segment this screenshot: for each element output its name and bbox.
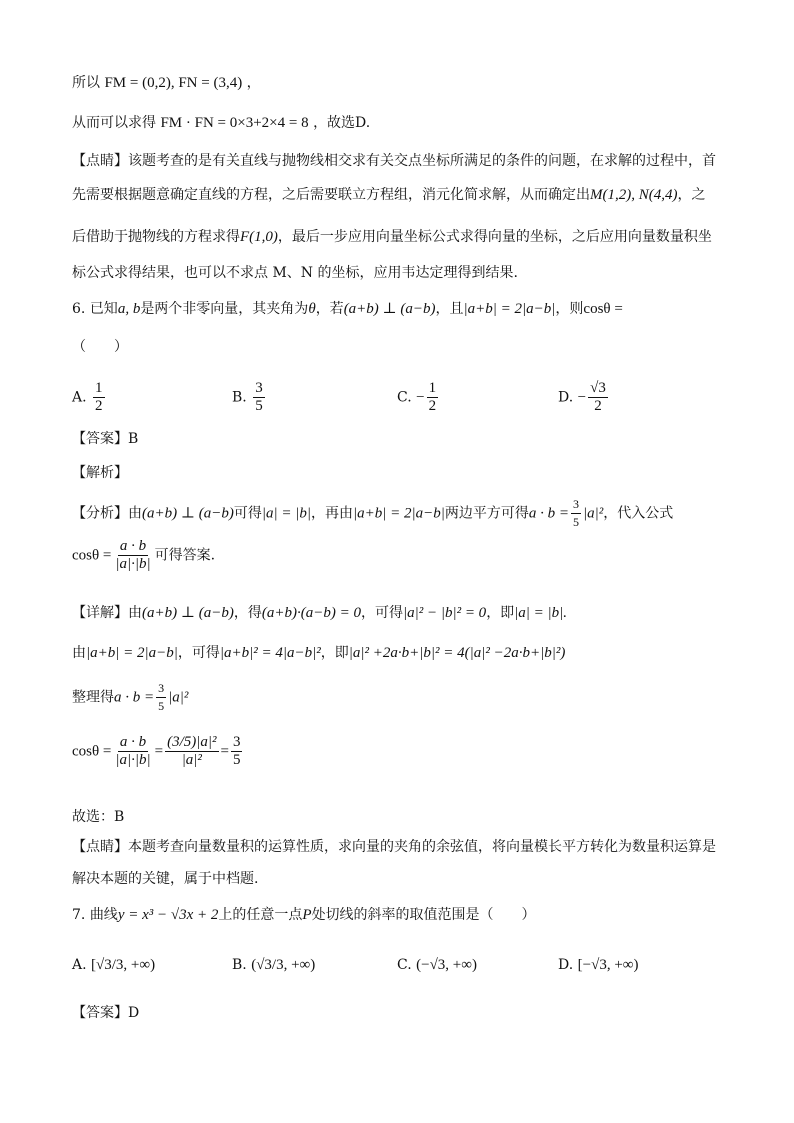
numerator: a · b bbox=[119, 538, 147, 554]
cos-theta: cosθ = bbox=[583, 301, 623, 317]
text: ，再由 bbox=[310, 505, 353, 522]
option-content: [−√3, +∞) bbox=[577, 957, 639, 973]
vector-vars: a, b bbox=[117, 301, 141, 317]
fraction bbox=[253, 380, 265, 415]
text: ，即 bbox=[486, 605, 515, 621]
option-d bbox=[558, 954, 638, 976]
equals: = bbox=[154, 743, 164, 760]
line-vectors bbox=[72, 72, 722, 94]
question-6-paren: （ ） bbox=[72, 339, 128, 355]
comment-line-3 bbox=[72, 226, 722, 248]
comment-line-1: 【点睛】该题考查的是有关直线与抛物线相交求有关交点坐标所满足的条件的问题，在求解的过程中，首 bbox=[72, 153, 716, 169]
comment-line-2 bbox=[72, 184, 722, 206]
final-choice: 故选：B bbox=[72, 809, 125, 825]
equation: |a| = |b|. bbox=[514, 605, 568, 621]
question-number: 7. bbox=[72, 907, 86, 923]
text: 上的任意一点 bbox=[218, 907, 303, 923]
text: 整理得 bbox=[72, 689, 114, 706]
comment-line-4: 标公式求得结果，也可以不求点 M、N 的坐标，应用韦达定理得到结果. bbox=[72, 265, 518, 281]
fenxi-line-2 bbox=[72, 538, 722, 582]
question-6-stem bbox=[72, 298, 722, 320]
points-math: M(1,2), N(4,4) bbox=[590, 187, 678, 203]
minus-sign: − bbox=[416, 389, 425, 406]
fraction bbox=[156, 680, 166, 715]
denominator: |a|² bbox=[181, 752, 202, 768]
option-b bbox=[232, 380, 267, 415]
text: 【分析】由 bbox=[72, 505, 142, 522]
numerator: 3 bbox=[232, 734, 241, 750]
fraction bbox=[588, 380, 608, 415]
equation: |a+b| = 2|a−b| bbox=[86, 645, 178, 661]
option-label: C. bbox=[397, 957, 412, 973]
fraction bbox=[93, 380, 105, 415]
cos-theta: cosθ = bbox=[72, 547, 112, 564]
option-content: (−√3, +∞) bbox=[416, 957, 477, 973]
fraction bbox=[571, 496, 581, 531]
question-number: 6. bbox=[72, 301, 86, 317]
detail-line-3 bbox=[72, 680, 722, 713]
equation: |a+b|² = 4|a−b|² bbox=[219, 645, 321, 661]
equation: |a|² bbox=[582, 505, 604, 522]
text: 处切线的斜率的取值范围是（ ） bbox=[311, 907, 536, 923]
numerator: (3/5)|a|² bbox=[167, 734, 217, 750]
denominator: |a|·|b| bbox=[115, 556, 151, 572]
equation: (a+b)·(a−b) = 0 bbox=[261, 605, 361, 621]
option-label: D. bbox=[558, 389, 574, 406]
detail-line-4 bbox=[72, 734, 722, 784]
detail-line-2 bbox=[72, 642, 722, 664]
text: 【详解】由 bbox=[72, 605, 142, 621]
text: 两边平方可得 bbox=[444, 505, 529, 522]
numerator: √3 bbox=[590, 380, 606, 396]
condition-perpendicular: (a+b) ⊥ (a−b) bbox=[343, 301, 436, 317]
fenxi-line-1 bbox=[72, 496, 722, 531]
text: ，可得 bbox=[360, 605, 403, 621]
curve-equation: y = x³ − √3x + 2 bbox=[117, 907, 219, 923]
denominator: |a|·|b| bbox=[115, 752, 151, 768]
theta: θ bbox=[308, 301, 316, 317]
cos-theta: cosθ = bbox=[72, 743, 112, 760]
condition: (a+b) ⊥ (a−b) bbox=[142, 505, 234, 522]
text: 可得答案. bbox=[154, 547, 216, 564]
equation: |a|² +2a·b+|b|² = 4(|a|² −2a·b+|b|²) bbox=[348, 645, 566, 661]
numerator: a · b bbox=[119, 734, 147, 750]
equation: |a+b| = 2|a−b| bbox=[352, 505, 445, 522]
condition-magnitude: |a+b| = 2|a−b| bbox=[463, 301, 556, 317]
text: ，代入公式 bbox=[603, 505, 674, 522]
question-6-options bbox=[72, 380, 722, 416]
text: 曲线 bbox=[89, 907, 118, 923]
text: 所以 bbox=[72, 75, 100, 91]
option-label: A. bbox=[72, 957, 87, 973]
denominator: 2 bbox=[594, 398, 602, 414]
answer-6: 【答案】B bbox=[72, 431, 139, 447]
text: ，最后一步应用向量坐标公式求得向量的坐标，之后应用向量数量积坐 bbox=[277, 229, 712, 245]
option-label: A. bbox=[72, 389, 87, 406]
text: ，之 bbox=[677, 187, 706, 203]
text: ， bbox=[246, 75, 261, 91]
dot-product-equation: FM · FN = 0×3+2×4 = 8 bbox=[160, 115, 309, 131]
text: 已知 bbox=[89, 301, 118, 317]
fraction bbox=[231, 734, 243, 769]
text: ，若 bbox=[315, 301, 344, 317]
detail-line-1 bbox=[72, 602, 722, 624]
text: 先需要根据题意确定直线的方程，之后需要联立方程组，消元化简求解，从而确定出 bbox=[72, 187, 590, 203]
option-b bbox=[232, 954, 315, 976]
text: ，得 bbox=[233, 605, 262, 621]
denominator: 5 bbox=[158, 699, 165, 713]
minus-sign: − bbox=[577, 389, 587, 406]
fraction bbox=[113, 538, 152, 573]
text: ，则 bbox=[555, 301, 584, 317]
analysis-heading: 【解析】 bbox=[72, 465, 128, 481]
denominator: 5 bbox=[232, 752, 241, 768]
option-label: C. bbox=[397, 389, 412, 406]
comment2-line-2: 解决本题的关键，属于中档题. bbox=[72, 871, 259, 887]
option-c bbox=[397, 954, 477, 976]
numerator: 1 bbox=[95, 380, 103, 396]
option-a bbox=[72, 954, 155, 976]
text: ，故选D. bbox=[313, 115, 371, 131]
option-c bbox=[397, 380, 440, 415]
equation: |a|² − |b|² = 0 bbox=[402, 605, 487, 621]
equals: = bbox=[220, 743, 229, 760]
equation: a · b = bbox=[114, 689, 155, 706]
question-7-stem bbox=[72, 904, 722, 926]
fraction bbox=[427, 380, 439, 415]
equation: |a| = |b| bbox=[261, 505, 311, 522]
denominator: 2 bbox=[95, 398, 103, 414]
numerator: 3 bbox=[255, 380, 263, 396]
text: 后借助于抛物线的方程求得 bbox=[72, 229, 240, 245]
option-content: [√3/3, +∞) bbox=[91, 957, 156, 973]
option-label: D. bbox=[558, 957, 574, 973]
numerator: 1 bbox=[428, 380, 437, 396]
option-label: B. bbox=[232, 389, 247, 406]
focus-math: F(1,0) bbox=[240, 229, 278, 245]
denominator: 2 bbox=[428, 398, 437, 414]
fraction bbox=[113, 734, 152, 769]
point-p: P bbox=[302, 907, 312, 923]
condition: (a+b) ⊥ (a−b) bbox=[142, 605, 234, 621]
denominator: 5 bbox=[572, 515, 579, 529]
numerator: 3 bbox=[156, 680, 166, 698]
denominator: 5 bbox=[255, 398, 263, 414]
line-dot-product bbox=[72, 112, 722, 134]
text: ，即 bbox=[320, 645, 349, 661]
option-a bbox=[72, 380, 107, 415]
fraction bbox=[165, 734, 218, 769]
option-label: B. bbox=[232, 957, 247, 973]
text: 是两个非零向量，其夹角为 bbox=[140, 301, 309, 317]
text: ，可得 bbox=[177, 645, 220, 661]
option-d bbox=[558, 380, 610, 415]
answer-7: 【答案】D bbox=[72, 1005, 140, 1021]
equation: a · b = bbox=[528, 505, 569, 522]
text: 由 bbox=[72, 645, 86, 661]
vector-coordinates: FM = (0,2), FN = (3,4) bbox=[104, 75, 243, 91]
text: 从而可以求得 bbox=[72, 115, 156, 131]
numerator: 3 bbox=[571, 496, 581, 514]
text: ，且 bbox=[435, 301, 464, 317]
comment2-line-1: 【点睛】本题考查向量数量积的运算性质，求向量的夹角的余弦值，将向量模长平方转化为数量积运算是 bbox=[72, 839, 716, 855]
option-content: (√3/3, +∞) bbox=[251, 957, 316, 973]
text: 可得 bbox=[233, 505, 262, 522]
equation: |a|² bbox=[168, 689, 189, 706]
